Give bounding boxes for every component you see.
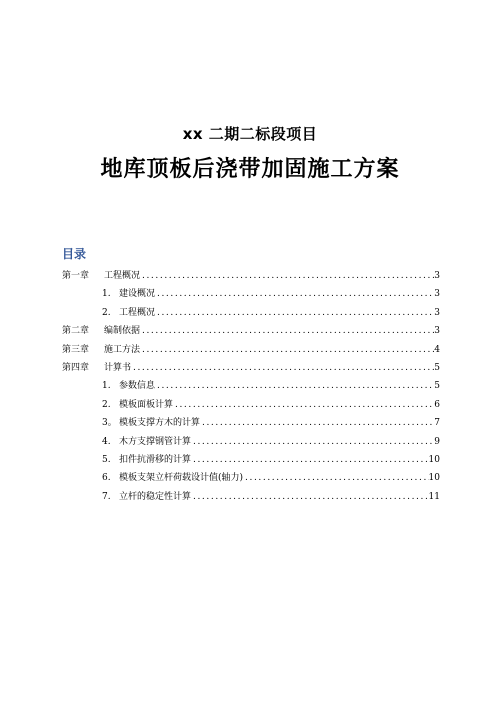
table-of-contents <box>62 268 440 507</box>
toc-entry-number: 1. <box>102 381 111 392</box>
toc-heading: 目录 <box>62 247 87 261</box>
toc-entry-title: 立杆的稳定性计算 <box>119 491 192 502</box>
toc-entry-number: 第四章 <box>62 362 90 373</box>
toc-entry-page: 3 <box>434 289 440 300</box>
toc-entry-number: 4. <box>102 436 111 447</box>
toc-entry-section-4-3[interactable] <box>62 415 440 433</box>
toc-entry-number: 7. <box>102 491 111 502</box>
toc-dot-leader <box>155 381 434 391</box>
toc-entry-title: 施工方法 <box>104 344 141 355</box>
toc-entry-title: 模板支架立杆荷载设计值(轴力) <box>119 473 244 484</box>
toc-entry-chapter-2[interactable] <box>62 323 440 341</box>
toc-dot-leader <box>191 455 429 465</box>
toc-entry-title: 建设概况 <box>119 289 156 300</box>
toc-dot-leader <box>243 473 429 483</box>
document-title: 地库顶板后浇带加固施工方案 <box>100 157 400 182</box>
toc-dot-leader <box>140 345 434 355</box>
toc-entry-title: 编制依据 <box>104 326 141 337</box>
toc-dot-leader <box>155 308 434 318</box>
toc-entry-number: 1. <box>102 289 111 300</box>
toc-entry-number: 6. <box>102 473 111 484</box>
toc-entry-number: 3。 <box>102 418 117 429</box>
toc-entry-number: 第二章 <box>62 326 90 337</box>
toc-dot-leader <box>191 492 429 502</box>
toc-dot-leader <box>140 326 434 336</box>
toc-entry-page: 10 <box>428 473 440 484</box>
toc-entry-number: 5. <box>102 454 111 465</box>
toc-entry-chapter-3[interactable] <box>62 342 440 360</box>
toc-entry-number: 2. <box>102 307 111 318</box>
toc-entry-page: 10 <box>428 454 440 465</box>
toc-entry-number: 第一章 <box>62 271 90 281</box>
toc-entry-page: 3 <box>434 271 440 281</box>
toc-entry-title: 模板支撑方木的计算 <box>119 418 201 429</box>
toc-entry-page: 6 <box>434 399 440 410</box>
toc-dot-leader <box>191 437 434 447</box>
toc-entry-chapter-1[interactable] <box>62 268 440 286</box>
document-subtitle: xx 二期二标段项目 <box>182 125 318 143</box>
toc-dot-leader <box>140 271 434 281</box>
toc-entry-page: 4 <box>434 344 440 355</box>
toc-entry-section-4-1[interactable] <box>62 378 440 396</box>
toc-entry-page: 9 <box>434 436 440 447</box>
toc-entry-number: 第三章 <box>62 344 90 355</box>
toc-entry-title: 扣件抗滑移的计算 <box>119 454 192 465</box>
toc-entry-title: 工程概况 <box>119 307 156 318</box>
toc-entry-title: 工程概况 <box>104 271 141 281</box>
toc-entry-page: 3 <box>434 307 440 318</box>
toc-entry-chapter-4[interactable] <box>62 360 440 378</box>
toc-entry-title: 木方支撑钢管计算 <box>119 436 192 447</box>
toc-dot-leader <box>131 363 434 373</box>
toc-entry-page: 7 <box>434 418 440 429</box>
toc-dot-leader <box>173 400 434 410</box>
toc-entry-page: 5 <box>434 381 440 392</box>
toc-entry-page: 11 <box>428 491 440 502</box>
toc-entry-page: 3 <box>434 326 440 337</box>
toc-entry-page: 5 <box>434 362 440 373</box>
toc-dot-leader <box>200 418 434 428</box>
toc-entry-section-4-4[interactable] <box>62 434 440 452</box>
toc-entry-title: 模板面板计算 <box>119 399 174 410</box>
toc-entry-title: 参数信息 <box>119 381 156 392</box>
toc-entry-section-4-2[interactable] <box>62 397 440 415</box>
toc-entry-section-1-1[interactable] <box>62 286 440 304</box>
toc-entry-section-4-7[interactable] <box>62 489 440 507</box>
toc-entry-section-1-2[interactable] <box>62 305 440 323</box>
toc-entry-number: 2. <box>102 399 111 410</box>
toc-entry-section-4-5[interactable] <box>62 452 440 470</box>
toc-dot-leader <box>155 289 434 299</box>
toc-entry-title: 计算书 <box>104 362 132 373</box>
toc-entry-section-4-6[interactable] <box>62 470 440 488</box>
